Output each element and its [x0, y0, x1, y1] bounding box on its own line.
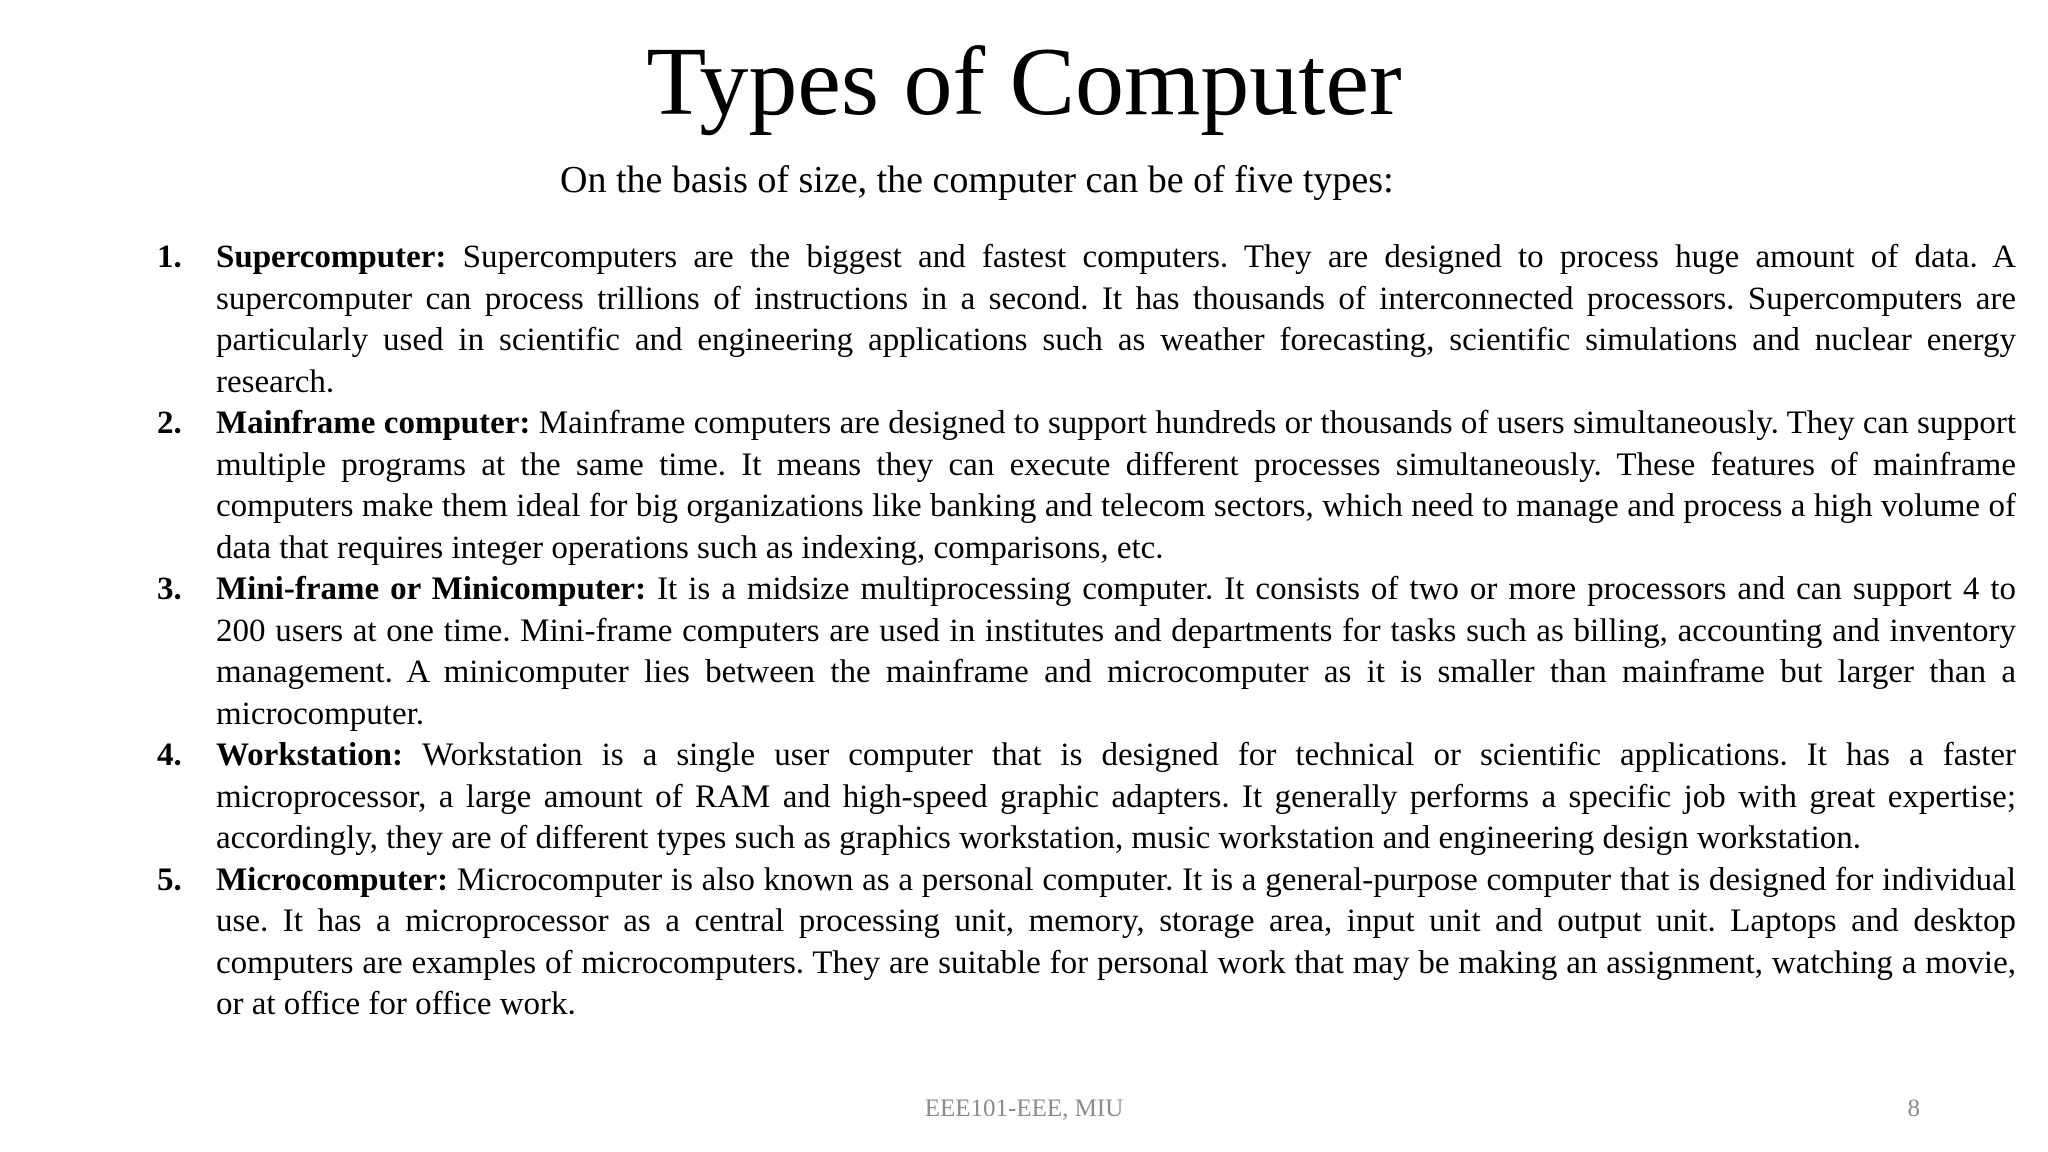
- list-item: [150, 860, 2016, 1026]
- footer-page-number: 8: [1907, 1095, 1920, 1122]
- list-item-number: 5.: [157, 861, 182, 898]
- list-item-number: 1.: [157, 239, 182, 275]
- list-item-number: 3.: [157, 571, 182, 607]
- list-item-term: Mainframe computer:: [216, 405, 539, 441]
- computer-types-list: [150, 237, 2016, 1026]
- list-item-number: 4.: [157, 737, 182, 773]
- list-item-text: Mainframe computers are designed to support hundreds or thousands of users simultaneously. They can support multiple programs at the same time. It means they can execute different processes simultaneously. These features of mainframe computers make them ideal for big organizations like banking and telecom sectors, which need to manage and process a high volume of data that requires integer operations such as indexing, comparisons, etc.: [216, 405, 2016, 566]
- list-item-term: Workstation:: [216, 737, 423, 773]
- list-item-text: Microcomputer is also known as a personal computer. It is a general-purpose computer that is designed for individual use. It has a microprocessor as a central processing unit, memory, storage area, input unit and output unit. Laptops and desktop computers are examples of microcomputers. They are suitable for personal work that may be making an assignment, watching a movie, or at office for office work.: [216, 861, 2016, 1022]
- list-item-text: It is a midsize multiprocessing computer. It consists of two or more processors and can support 4 to 200 users at one time. Mini-frame computers are used in institutes and departments for tasks such as billing, accounting and inventory management. A minicomputer lies between the mainframe and microcomputer as it is smaller than mainframe but larger than a microcomputer.: [216, 571, 2016, 732]
- list-item-text: Supercomputers are the biggest and fastest computers. They are designed to process huge amount of data. A supercomputer can process trillions of instructions in a second. It has thousands of interconnected processors. Supercomputers are particularly used in scientific and engineering applications such as weather forecasting, scientific simulations and nuclear energy research.: [216, 239, 2016, 400]
- slide-subtitle: On the basis of size, the computer can be of five types:: [560, 159, 1394, 201]
- list-item: [150, 735, 2016, 860]
- list-item-text: Workstation is a single user computer that is designed for technical or scientific applications. It has a faster microprocessor, a large amount of RAM and high-speed graphic adapters. It generally performs a specific job with great expertise; accordingly, they are of different types such as graphics workstation, music workstation and engineering design workstation.: [216, 737, 2016, 856]
- footer-course: EEE101-EEE, MIU: [924, 1095, 1124, 1122]
- list-item-number: 2.: [157, 405, 182, 441]
- list-item-term: Microcomputer:: [216, 861, 457, 898]
- list-item: [150, 403, 2016, 569]
- list-item-term: Mini-frame or Minicomputer:: [216, 571, 658, 607]
- list-item-term: Supercomputer:: [216, 239, 463, 275]
- list-item: [150, 237, 2016, 403]
- list-item: [150, 569, 2016, 735]
- slide-title: Types of Computer: [646, 28, 1402, 136]
